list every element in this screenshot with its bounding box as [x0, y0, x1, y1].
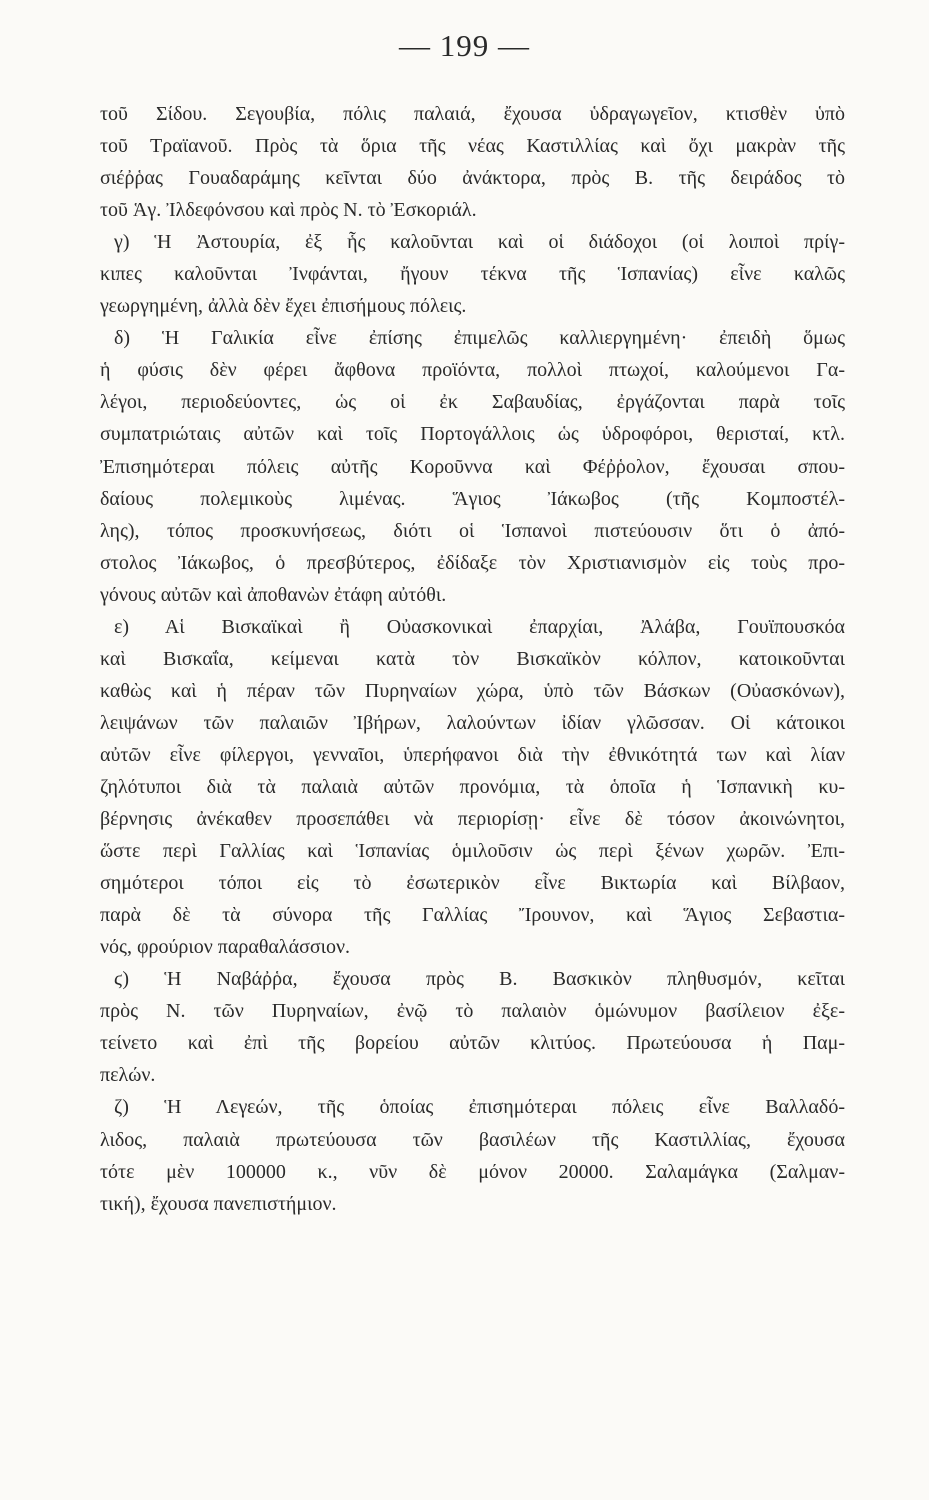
text-line: ὥστε περὶ Γαλλίας καὶ Ἱσπανίας ὁμιλοῦσιν ὡς περὶ ξένων χωρῶν. Ἐπι- — [100, 840, 845, 863]
text-line: δ) Ἡ Γαλικία εἶνε ἐπίσης ἐπιμελῶς καλλιεργημένη· ἐπειδὴ ὅμως — [114, 327, 845, 350]
text-line: πρὸς Ν. τῶν Πυρηναίων, ἐνῷ τὸ παλαιὸν ὁμώνυμον βασίλειον ἐξε- — [100, 1000, 845, 1023]
text-line: κιπες καλοῦνται Ἰνφάνται, ἤγουν τέκνα τῆς Ἱσπανίας) εἶνε καλῶς — [100, 263, 845, 286]
text-line: καὶ Βισκαΐα, κείμεναι κατὰ τὸν Βισκαϊκὸν κόλπον, κατοικοῦνται — [100, 647, 845, 670]
text-line: γόνους αὐτῶν καὶ ἀποθανὼν ἐτάφη αὐτόθι. — [100, 583, 447, 606]
text-line: αὐτῶν εἶνε φίλεργοι, γενναῖοι, ὑπερήφανοι διὰ τὴν ἐθνικότητά των καὶ λίαν — [100, 743, 845, 766]
text-line: δαίους πολεμικοὺς λιμένας. Ἅγιος Ἰάκωβος (τῆς Κομποστέλ- — [100, 487, 845, 510]
text-line: πελών. — [100, 1064, 156, 1087]
text-line: βέρνησις ἀνέκαθεν προσεπάθει νὰ περιορίσῃ· εἶνε δὲ τόσον ἀκοινώνητοι, — [100, 808, 845, 831]
body-text — [100, 98, 845, 1220]
text-line: ϛ) Ἡ Ναβάῤῥα, ἔχουσα πρὸς Β. Βασκικὸν πληθυσμόν, κεῖται — [114, 968, 845, 991]
text-line: τείνετο καὶ ἐπὶ τῆς βορείου αὐτῶν κλιτύος. Πρωτεύουσα ἡ Παμ- — [100, 1032, 845, 1055]
text-line: ἡ φύσις δὲν φέρει ἄφθονα προϊόντα, πολλοὶ πτωχοί, καλούμενοι Γα- — [100, 359, 845, 382]
text-line: σημότεροι τόποι εἰς τὸ ἐσωτερικὸν εἶνε Βικτωρία καὶ Βίλβαον, — [100, 872, 845, 895]
text-line: ε) Αἱ Βισκαϊκαὶ ἢ Οὐασκονικαὶ ἐπαρχίαι, Ἀλάβα, Γουϊπουσκόα — [114, 615, 845, 638]
text-line: λειψάνων τῶν παλαιῶν Ἰβήρων, λαλούντων ἰδίαν γλῶσσαν. Οἱ κάτοικοι — [100, 711, 845, 734]
text-line: τότε μὲν 100000 κ., νῦν δὲ μόνον 20000. Σαλαμάγκα (Σαλμαν- — [100, 1160, 845, 1183]
text-line: τοῦ Ἁγ. Ἰλδεφόνσου καὶ πρὸς Ν. τὸ Ἐσκοριάλ. — [100, 199, 477, 222]
text-line: γ) Ἡ Ἀστουρία, ἐξ ἧς καλοῦνται καὶ οἱ διάδοχοι (οἱ λοιποὶ πρίγ- — [114, 231, 845, 254]
text-line: παρὰ δὲ τὰ σύνορα τῆς Γαλλίας Ἴρουνον, καὶ Ἅγιος Σεβαστια- — [100, 904, 845, 927]
page-number: — 199 — — [399, 28, 530, 63]
text-line: καθὼς καὶ ἡ πέραν τῶν Πυρηναίων χώρα, ὑπὸ τῶν Βάσκων (Οὐασκόνων), — [100, 679, 845, 702]
text-line: ζ) Ἡ Λεγεών, τῆς ὁποίας ἐπισημότεραι πόλεις εἶνε Βαλλαδό- — [114, 1096, 845, 1119]
text-line: λιδος, παλαιὰ πρωτεύουσα τῶν βασιλέων τῆς Καστιλλίας, ἔχουσα — [100, 1128, 845, 1151]
text-line: λέγοι, περιοδεύοντες, ὡς οἱ ἐκ Σαβαυδίας, ἐργάζονται παρὰ τοῖς — [100, 391, 845, 414]
text-line: στολος Ἰάκωβος, ὁ πρεσβύτερος, ἐδίδαξε τὸν Χριστιανισμὸν εἰς τοὺς προ- — [100, 551, 845, 574]
text-line: Ἐπισημότεραι πόλεις αὐτῆς Κοροῦννα καὶ Φέῤῥολον, ἔχουσαι σπου- — [100, 455, 845, 478]
text-line: σιέῤῥας Γουαδαράμης κεῖνται δύο ἀνάκτορα, πρὸς Β. τῆς δειράδος τὸ — [100, 167, 845, 190]
text-line: νός, φρούριον παραθαλάσσιον. — [100, 936, 351, 959]
text-line: συμπατριώταις αὐτῶν καὶ τοῖς Πορτογάλλοις ὡς ὑδροφόροι, θερισταί, κτλ. — [100, 423, 845, 446]
text-line: τοῦ Σίδου. Σεγουβία, πόλις παλαιά, ἔχουσα ὑδραγωγεῖον, κτισθὲν ὑπὸ — [100, 103, 845, 125]
text-line: ζηλότυποι διὰ τὰ παλαιὰ αὐτῶν προνόμια, τὰ ὁποῖα ἡ Ἱσπανικὴ κυ- — [100, 775, 845, 798]
text-line: λης), τόπος προσκυνήσεως, διότι οἱ Ἱσπανοὶ πιστεύουσιν ὅτι ὁ ἀπό- — [100, 519, 845, 542]
text-line: τική), ἔχουσα πανεπιστήμιον. — [100, 1192, 337, 1215]
text-line: τοῦ Τραϊανοῦ. Πρὸς τὰ ὅρια τῆς νέας Καστιλλίας καὶ ὄχι μακρὰν τῆς — [100, 135, 845, 158]
text-line: γεωργημένη, ἀλλὰ δὲν ἔχει ἐπισήμους πόλεις. — [100, 295, 467, 318]
